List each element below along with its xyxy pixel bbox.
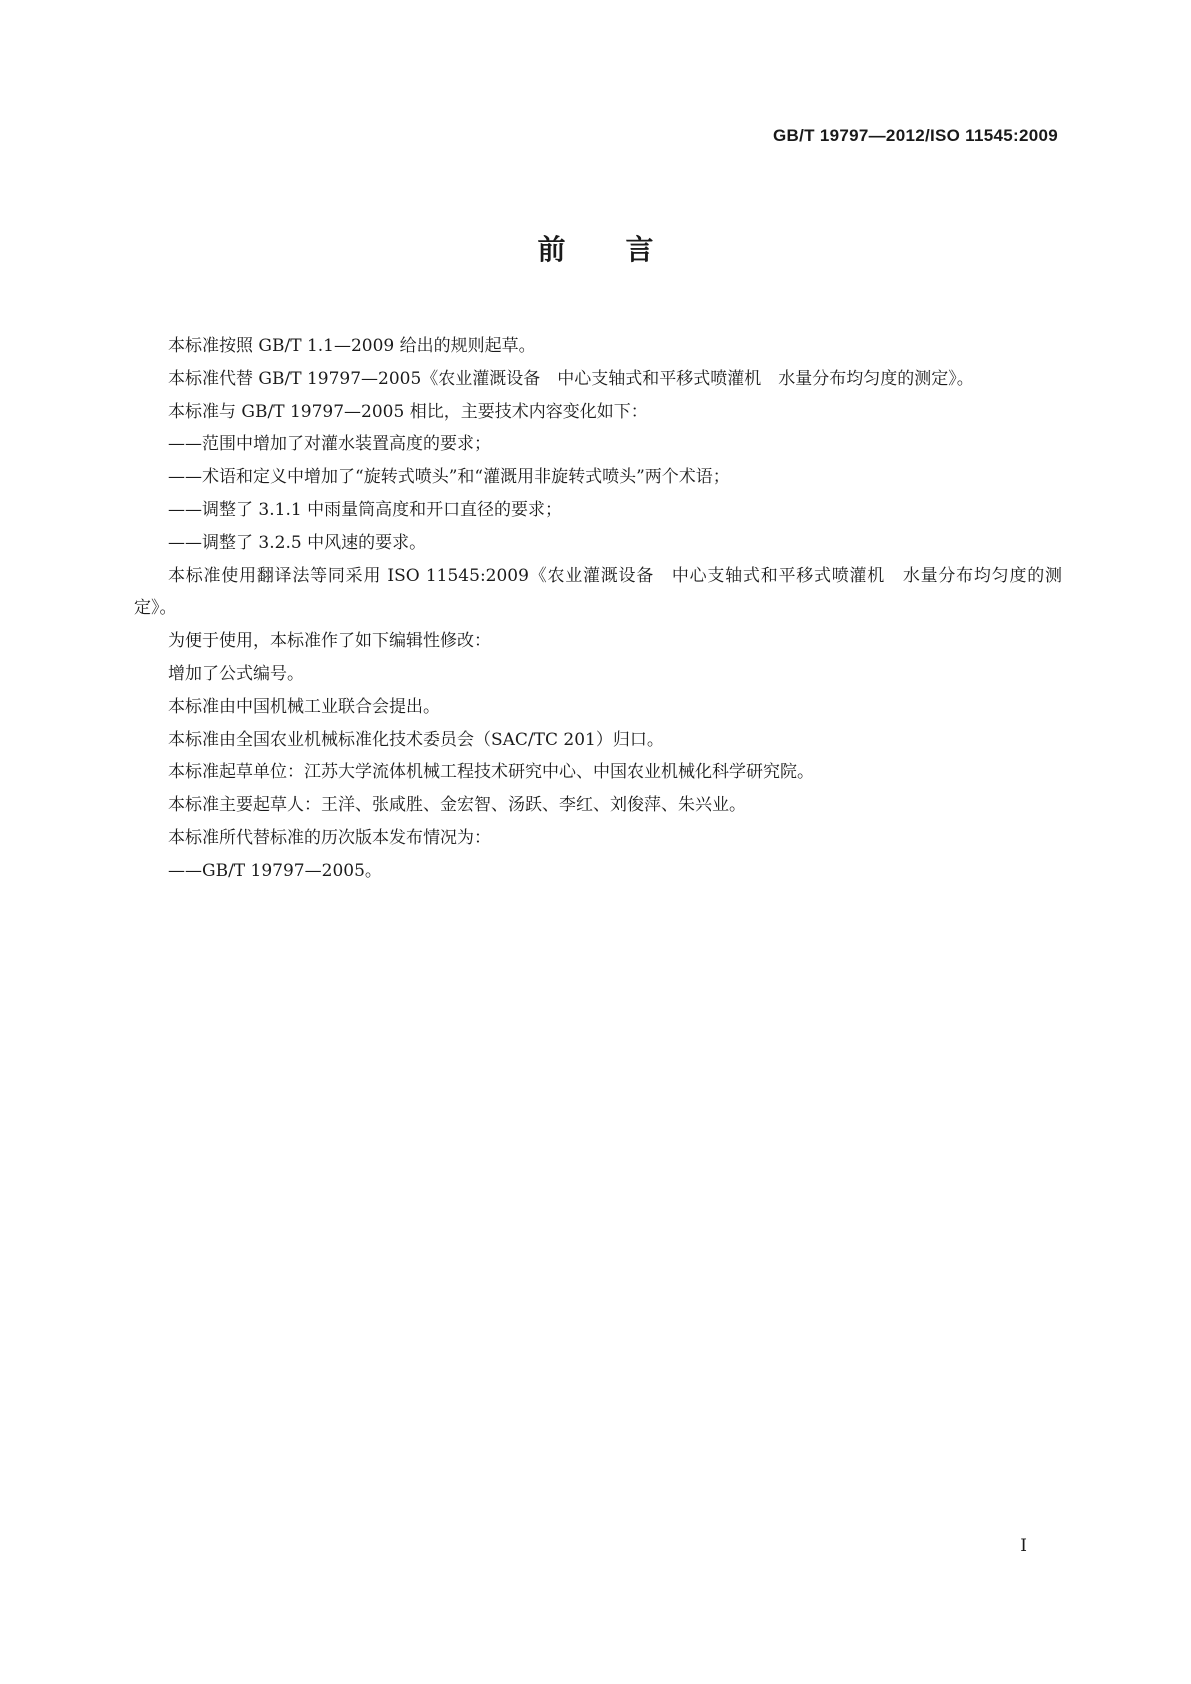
standard-number-header: GB/T 19797—2012/ISO 11545:2009 xyxy=(773,126,1058,145)
paragraph-previous-editions-intro: 本标准所代替标准的历次版本发布情况为： xyxy=(168,827,491,848)
page-number: I xyxy=(1020,1536,1027,1556)
paragraph-centralized-by: 本标准由全国农业机械标准化技术委员会（SAC/TC 201）归口。 xyxy=(168,729,664,750)
paragraph-drafting-units: 本标准起草单位：江苏大学流体机械工程技术研究中心、中国农业机械化科学研究院。 xyxy=(168,762,814,783)
paragraph-formula-numbering: 增加了公式编号。 xyxy=(168,663,304,684)
change-item-scope: ——范围中增加了对灌水装置高度的要求； xyxy=(168,434,491,455)
change-item-terms: ——术语和定义中增加了“旋转式喷头”和“灌溉用非旋转式喷头”两个术语； xyxy=(168,467,730,488)
previous-edition-item: ——GB/T 19797—2005。 xyxy=(168,860,382,881)
preface-body xyxy=(134,330,1062,888)
page-title: 前言 xyxy=(537,233,714,266)
paragraph-translation-method: 本标准使用翻译法等同采用 ISO 11545:2009《农业灌溉设备 中心支轴式和平移式喷灌机 水量分布均匀度的测定》。 xyxy=(134,565,1062,619)
change-item-wind-speed: ——调整了 3.2.5 中风速的要求。 xyxy=(168,532,427,553)
paragraph-changes-intro: 本标准与 GB/T 19797—2005 相比，主要技术内容变化如下： xyxy=(168,401,648,422)
change-item-rain-gauge: ——调整了 3.1.1 中雨量筒高度和开口直径的要求； xyxy=(168,499,563,520)
paragraph-editorial-intro: 为便于使用，本标准作了如下编辑性修改： xyxy=(168,631,491,652)
paragraph-proposed-by: 本标准由中国机械工业联合会提出。 xyxy=(168,696,440,717)
paragraph-drafters: 本标准主要起草人：王洋、张咸胜、金宏智、汤跃、李红、刘俊萍、朱兴业。 xyxy=(168,795,746,816)
paragraph-replaces: 本标准代替 GB/T 19797—2005《农业灌溉设备 中心支轴式和平移式喷灌机 水量分布均匀度的测定》。 xyxy=(168,368,974,389)
paragraph-drafting-rules: 本标准按照 GB/T 1.1—2009 给出的规则起草。 xyxy=(168,336,536,356)
